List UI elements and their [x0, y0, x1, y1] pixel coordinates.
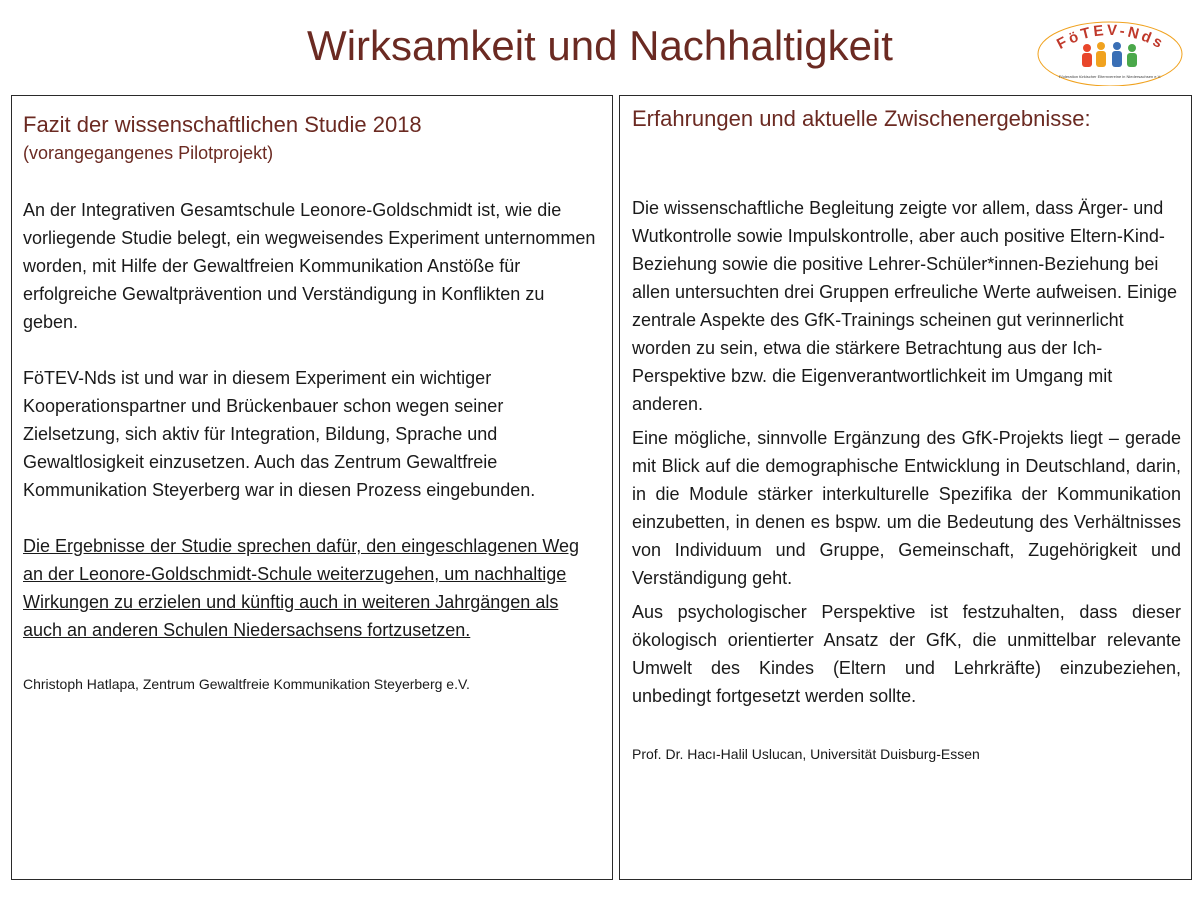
left-subheading: (vorangegangenes Pilotprojekt) [23, 143, 274, 163]
left-paragraph-3: Die Ergebnisse der Studie sprechen dafür, den eingeschlagenen Weg an der Leonore-Goldschmidt-Schule weiterzugehen, um nachhaltige Wirkungen zu erzielen und künftig auch in weiteren Jahrgängen als auch an anderen Schulen Niedersachsens fortzusetzen. [23, 536, 580, 640]
left-heading: Fazit der wissenschaftlichen Studie 2018 [23, 112, 422, 137]
children-figures-icon [1082, 42, 1137, 67]
logo-text: FöTEV-Nds [1054, 21, 1168, 54]
foetev-logo [1035, 18, 1185, 86]
right-paragraph-1: Die wissenschaftliche Begleitung zeigte vor allem, dass Ärger- und Wutkontrolle sowie Impulskontrolle, aber auch positive Eltern-Kind-Beziehung sowie die positive Lehrer-Schüler*innen-Beziehung bei allen untersuchten drei Gruppen erfreuliche Werte aufweisen. Einige zentrale Aspekte des GfK-Trainings scheinen gut verinnerlicht worden zu sein, etwa die stärkere Betrachtung aus der Ich-Perspektive bzw. die Eigenverantwortlichkeit im Umgang mit anderen. [632, 198, 1177, 414]
right-heading: Erfahrungen und aktuelle Zwischenergebnisse: [632, 106, 1091, 131]
left-panel [11, 95, 613, 880]
right-paragraph-3: Aus psychologischer Perspektive ist festzuhalten, dass dieser ökologisch orientierter Ansatz der GfK, die unmittelbar relevante Umwelt des Kindes (Eltern und Lehrkräfte) einzubeziehen, unbedingt fortgesetzt werden sollte. [632, 602, 1181, 706]
right-panel [619, 95, 1192, 880]
left-paragraph-2: FöTEV-Nds ist und war in diesem Experiment ein wichtiger Kooperationspartner und Brückenbauer schon wegen seiner Zielsetzung, sich aktiv für Integration, Bildung, Sprache und Gewaltlosigkeit einzusetzen. Auch das Zentrum Gewaltfreie Kommunikation Steyerberg war in diesen Prozess eingebunden. [23, 368, 536, 500]
logo-subtitle: Föderation türkischer Elternvereine in Niedersachsen e.V. [1058, 74, 1162, 79]
page-title: Wirksamkeit und Nachhaltigkeit [307, 22, 893, 69]
left-signature: Christoph Hatlapa, Zentrum Gewaltfreie Kommunikation Steyerberg e.V. [23, 676, 470, 692]
left-paragraph-1: An der Integrativen Gesamtschule Leonore-Goldschmidt ist, wie die vorliegende Studie belegt, ein wegweisendes Experiment unternommen worden, mit Hilfe der Gewaltfreien Kommunikation Anstöße für erfolgreiche Gewaltprävention und Verständigung in Konflikten zu geben. [23, 200, 596, 332]
right-paragraph-2: Eine mögliche, sinnvolle Ergänzung des GfK-Projekts liegt – gerade mit Blick auf die demographische Entwicklung in Deutschland, darin, in die Module stärker interkulturelle Spezifika der Kommunikation einzubetten, in denen es bspw. um die Bedeutung des Verhältnisses von Individuum und Gruppe, Gemeinschaft, Zugehörigkeit und Verständigung geht. [632, 428, 1181, 588]
right-signature: Prof. Dr. Hacı-Halil Uslucan, Universität Duisburg-Essen [632, 746, 980, 762]
